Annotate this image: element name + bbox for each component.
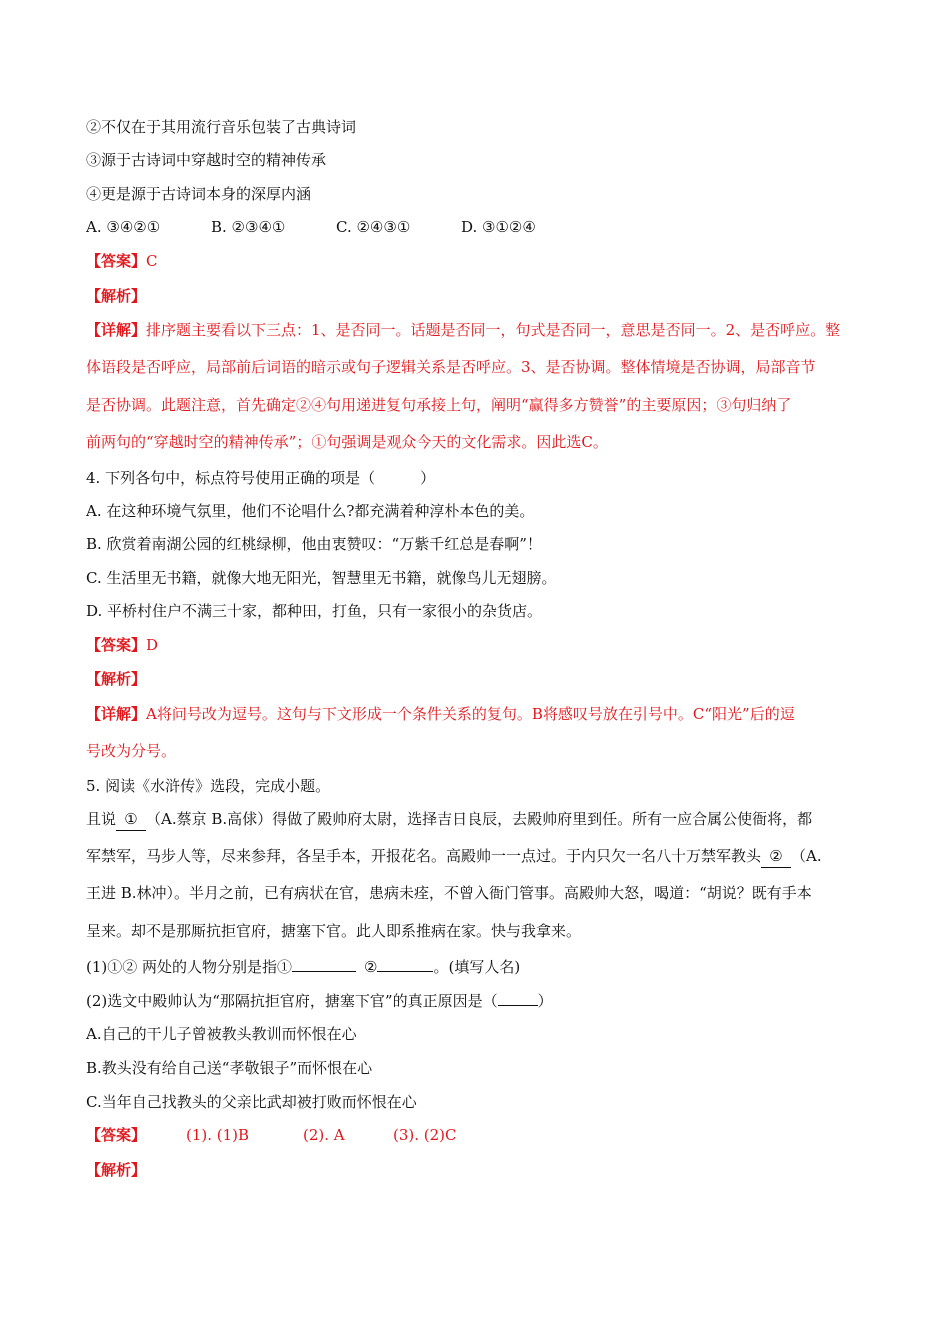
answer-part-3: (3). (2)C [393, 1126, 457, 1144]
detail-text: 排序题主要看以下三点：1、是否同一。话题是否同一，句式是否同一，意思是否同一。2、是否呼应。整 [146, 321, 841, 339]
q3-detail-line-3: 是否协调。此题注意，首先确定②④句用递进复句承接上句，阐明“赢得多方赞誉”的主要原因；③句归纳了 [86, 396, 792, 414]
answer-blank-3[interactable] [498, 1005, 538, 1006]
q5-choice-c: C.当年自己找教头的父亲比武却被打败而怀恨在心 [86, 1093, 417, 1111]
q4-detail-line-2: 号改为分号。 [86, 742, 177, 760]
q3-detail-line-2: 体语段是否呼应，局部前后词语的暗示或句子逻辑关系是否呼应。3、是否协调。整体情境是否协调，局部音节 [86, 358, 816, 376]
q5-choice-b: B.教头没有给自己送“孝敬银子”而怀恨在心 [86, 1059, 373, 1077]
answer-blank-1[interactable] [292, 971, 356, 972]
q3-choice-b: B. ②③④① [211, 218, 286, 236]
answer-label: 【答案】 [86, 1126, 147, 1144]
answer-part-2: (2). A [303, 1126, 345, 1144]
detail-label: 【详解】 [86, 705, 147, 723]
q4-option-b: B. 欣赏着南湖公园的红桃绿柳，他由衷赞叹：“万紫千红总是春啊”！ [86, 535, 542, 553]
q3-choice-a: A. ③④②① [86, 218, 161, 236]
detail-text: A将问号改为逗号。这句与下文形成一个条件关系的复句。B将感叹号放在引号中。C“阳光”后的逗 [146, 705, 795, 723]
q5-passage-line-2 [86, 845, 872, 868]
q5-subquestion-2 [86, 990, 872, 1012]
passage-blank-1: ① [116, 808, 146, 831]
subquestion-text: (2)选文中殿帅认为“那隔抗拒官府，搪塞下官”的真正原因是（ [86, 992, 498, 1010]
subquestion-text: ） [537, 992, 553, 1010]
q3-answer [86, 250, 872, 272]
passage-text: （A. [791, 847, 822, 865]
q4-answer [86, 634, 872, 656]
q5-analysis-label: 【解析】 [86, 1161, 147, 1179]
q3-choice-d: D. ③①②④ [461, 218, 536, 236]
answer-blank-2[interactable] [377, 971, 433, 972]
answer-value: C [146, 252, 158, 270]
q3-choices [86, 216, 872, 238]
q3-choice-c: C. ②④③① [336, 218, 411, 236]
q5-stem: 5. 阅读《水浒传》选段，完成小题。 [86, 777, 331, 795]
detail-label: 【详解】 [86, 321, 147, 339]
q4-stem: 4. 下列各句中，标点符号使用正确的项是（ ） [86, 469, 436, 487]
passage-text: （A.蔡京 B.高俅）得做了殿帅府太尉，选择吉日良辰，去殿帅府里到任。所有一应合属公使衙将，都 [146, 810, 813, 828]
passage-text: 且说 [86, 810, 117, 828]
subquestion-text: (1)①② 两处的人物分别是指① [86, 958, 293, 976]
q3-option-line-2: ②不仅在于其用流行音乐包装了古典诗词 [86, 118, 357, 136]
passage-text: 军禁军，马步人等，尽来参拜，各呈手本，开报花名。高殿帅一一点过。于内只欠一名八十万禁军教头 [86, 847, 762, 865]
q5-choice-a: A.自己的干儿子曾被教头教训而怀恨在心 [86, 1025, 357, 1043]
q3-detail-line-1 [86, 319, 872, 341]
q4-option-c: C. 生活里无书籍，就像大地无阳光，智慧里无书籍，就像鸟儿无翅膀。 [86, 569, 557, 587]
q4-option-d: D. 平桥村住户不满三十家，都种田，打鱼，只有一家很小的杂货店。 [86, 602, 543, 620]
answer-label: 【答案】 [86, 636, 147, 654]
q3-option-line-4: ④更是源于古诗词本身的深厚内涵 [86, 185, 312, 203]
answer-part-1: (1). (1)B [186, 1126, 250, 1144]
answer-label: 【答案】 [86, 252, 147, 270]
passage-blank-2: ② [761, 845, 791, 868]
subquestion-text: ② [364, 958, 378, 976]
answer-value: D [146, 636, 159, 654]
subquestion-text: 。(填写人名) [433, 958, 521, 976]
q5-passage-line-3: 王进 B.林冲）。半月之前，已有病状在官，患病未痊，不曾入衙门管事。高殿帅大怒，喝道：“胡说？既有手本 [86, 884, 812, 902]
q5-answer [86, 1124, 872, 1146]
q4-option-a: A. 在这种环境气氛里，他们不论唱什么?都充满着种淳朴本色的美。 [86, 502, 535, 520]
q3-analysis-label: 【解析】 [86, 287, 147, 305]
q5-subquestion-1 [86, 956, 872, 978]
q5-passage-line-1 [86, 808, 872, 831]
q4-detail-line-1 [86, 703, 872, 725]
q5-passage-line-4: 呈来。却不是那厮抗拒官府，搪塞下官。此人即系推病在家。快与我拿来。 [86, 922, 582, 940]
q3-option-line-3: ③源于古诗词中穿越时空的精神传承 [86, 151, 327, 169]
q3-detail-line-4: 前两句的“穿越时空的精神传承”；①句强调是观众今天的文化需求。因此选C。 [86, 433, 608, 451]
q4-analysis-label: 【解析】 [86, 670, 147, 688]
